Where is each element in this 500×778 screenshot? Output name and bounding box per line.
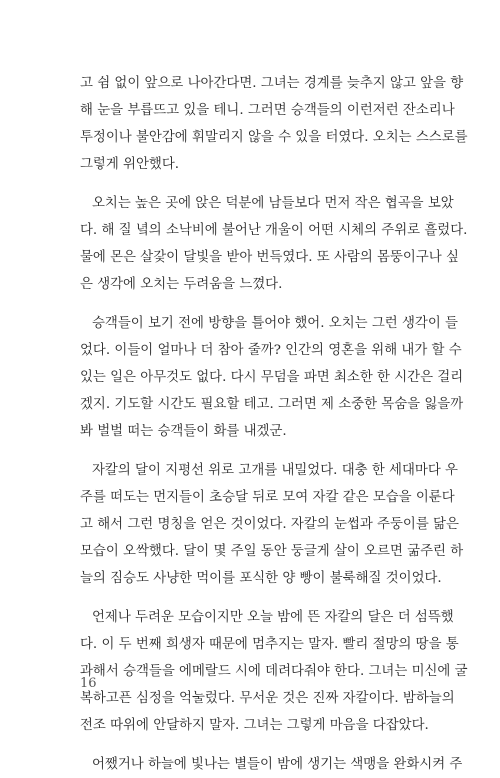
body-text (80, 70, 468, 778)
text-line: 해 눈을 부릅뜨고 있을 테니. 그러면 승객들의 이런저런 잔소리나 (80, 103, 455, 118)
text-line: 그렇게 위안했다. (80, 157, 180, 172)
text-line: 은 생각에 오치는 두려움을 느꼈다. (80, 277, 283, 292)
text-line: 모습이 오싹했다. 달이 몇 주일 동안 둥글게 살이 오르면 굶주린 하 (80, 544, 464, 559)
text-line: 다. 해 질 녘의 소낙비에 불어난 개울이 어떤 시체의 주위로 흘렀다. (80, 223, 468, 238)
paragraph (80, 751, 463, 778)
text-line: 고 쉼 없이 앞으로 나아간다면. 그녀는 경계를 늦추지 않고 앞을 향 (80, 76, 464, 91)
text-line: 다. 이 두 번째 희생자 때문에 멈추지는 말자. 빨리 절망의 땅을 통 (80, 637, 459, 652)
text-line: 었다. 이들이 얼마나 더 참아 줄까? 인간의 영혼을 위해 내가 할 수 (80, 343, 462, 358)
paragraph (80, 190, 468, 298)
paragraph (80, 457, 464, 592)
text-line: 과해서 승객들을 에메랄드 시에 데려다줘야 한다. 그녀는 미신에 굴 (80, 664, 468, 679)
paragraph (80, 310, 464, 445)
text-line: 늘의 짐승도 사냥한 먹이를 포식한 양 빵이 불룩해질 것이었다. (80, 571, 442, 586)
text-line: 오치는 높은 곳에 앉은 덕분에 남들보다 먼저 작은 협곡을 보았 (92, 196, 454, 211)
text-line: 복하고픈 심정을 억눌렀다. 무서운 것은 진짜 자칼이다. 밤하늘의 (80, 691, 455, 706)
text-line: 전조 따위에 안달하지 말자. 그녀는 그렇게 마음을 다잡았다. (80, 718, 429, 733)
text-line: 언제나 두려운 모습이지만 오늘 밤에 뜬 자칼의 달은 더 섬뜩했 (92, 610, 454, 625)
text-line: 물에 몬은 살갗이 달빛을 받아 번득였다. 또 사람의 몸뚱이구나 싶 (80, 250, 459, 265)
paragraph (80, 604, 468, 739)
text-line: 봐 벌벌 떠는 승객들이 화를 내겠군. (80, 424, 287, 439)
text-line: 투정이나 불안감에 휘말리지 않을 수 있을 터였다. 오치는 스스로를 (80, 130, 468, 145)
text-line: 있는 일은 아무것도 없다. 다시 무덤을 파면 최소한 한 시간은 걸리 (80, 370, 464, 385)
page-number: 16 (80, 676, 97, 691)
text-line: 고 해서 그런 명칭을 얻은 것이었다. 자칼의 눈썹과 주둥이를 닮은 (80, 517, 459, 532)
text-line: 겠지. 기도할 시간도 필요할 테고. 그러면 제 소중한 목숨을 잃을까 (80, 397, 464, 412)
text-line: 승객들이 보기 전에 방향을 틀어야 했어. 오치는 그런 생각이 들 (92, 316, 458, 331)
text-line: 어쨌거나 하늘에 빛나는 별들이 밤에 생기는 색맹을 완화시켜 주 (92, 757, 463, 772)
text-line: 주를 떠도는 먼지들이 초승달 뒤로 모여 자칼 같은 모습을 이룬다 (80, 490, 455, 505)
text-line: 자칼의 달이 지평선 위로 고개를 내밀었다. 대충 한 세대마다 우 (92, 463, 458, 478)
paragraph (80, 70, 468, 178)
